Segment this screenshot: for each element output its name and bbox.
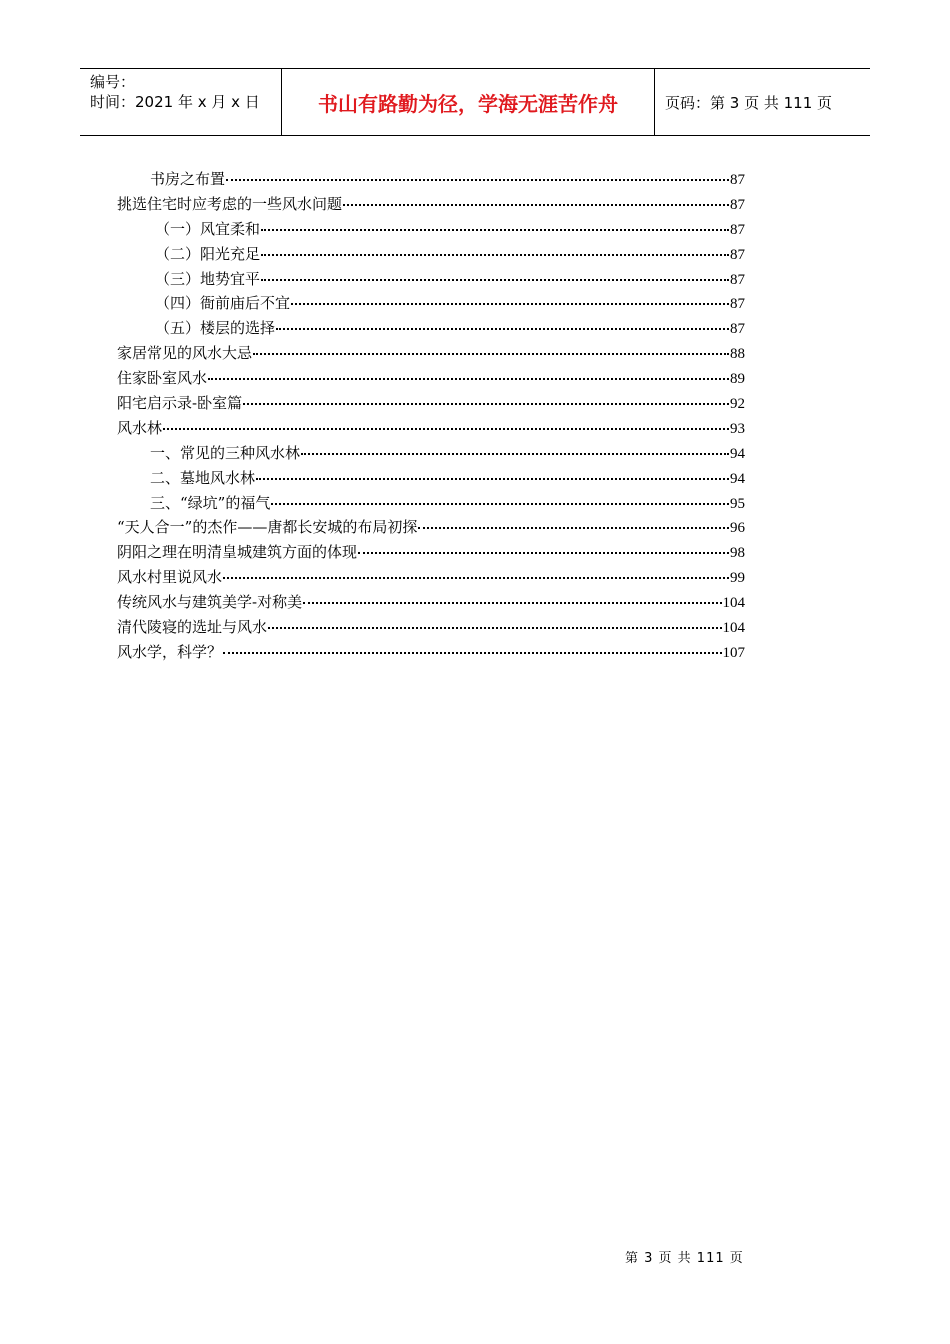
document-header xyxy=(80,68,870,136)
toc-dot-leader xyxy=(343,203,729,206)
toc-entry-title: 挑选住宅时应考虑的一些风水问题 xyxy=(117,194,343,213)
toc-entry-page-number: 87 xyxy=(730,246,745,263)
toc-entry-page-number: 87 xyxy=(730,221,745,238)
toc-dot-leader xyxy=(268,626,721,629)
toc-dot-leader xyxy=(276,327,729,330)
toc-entry-title: 三、“绿坑”的福气 xyxy=(150,493,271,512)
toc-entry-page-number: 99 xyxy=(730,570,745,587)
document-number-label: 编号： xyxy=(90,73,136,91)
toc-entry-title: （四）衙前庙后不宜 xyxy=(155,294,291,313)
toc-entry[interactable] xyxy=(117,317,745,342)
toc-entry[interactable] xyxy=(117,168,745,193)
toc-entry-title: 阴阳之理在明清皇城建筑方面的体现 xyxy=(117,543,358,562)
toc-entry-title: （一）风宜柔和 xyxy=(155,219,261,238)
toc-entry[interactable] xyxy=(117,243,745,268)
toc-dot-leader xyxy=(261,278,729,281)
toc-entry-title: 清代陵寝的选址与风水 xyxy=(117,618,268,637)
toc-entry-title: 二、墓地风水林 xyxy=(150,468,256,487)
toc-dot-leader xyxy=(208,377,729,380)
toc-entry[interactable] xyxy=(117,467,745,492)
toc-entry[interactable] xyxy=(117,193,745,218)
toc-entry[interactable] xyxy=(117,641,745,666)
toc-entry[interactable] xyxy=(117,492,745,517)
toc-entry-title: 风水林 xyxy=(117,418,163,437)
toc-entry-page-number: 98 xyxy=(730,545,745,562)
toc-dot-leader xyxy=(253,352,729,355)
toc-entry[interactable] xyxy=(117,292,745,317)
toc-entry-title: 家居常见的风水大忌 xyxy=(117,344,253,363)
toc-entry-title: （五）楼层的选择 xyxy=(155,319,276,338)
toc-dot-leader xyxy=(163,427,729,430)
document-date-label: 时间：2021 年 x 月 x 日 xyxy=(90,93,260,111)
toc-dot-leader xyxy=(291,302,729,305)
toc-entry-title: “天人合一”的杰作——唐都长安城的布局初探 xyxy=(117,518,418,537)
toc-entry-page-number: 87 xyxy=(730,172,745,188)
toc-dot-leader xyxy=(223,651,721,654)
toc-entry-page-number: 87 xyxy=(730,196,745,213)
toc-entry[interactable] xyxy=(117,367,745,392)
toc-dot-leader xyxy=(226,178,729,181)
toc-entry[interactable] xyxy=(117,516,745,541)
toc-entry[interactable] xyxy=(117,541,745,566)
toc-dot-leader xyxy=(223,576,729,579)
toc-dot-leader xyxy=(301,452,729,455)
toc-entry[interactable] xyxy=(117,566,745,591)
toc-entry-page-number: 87 xyxy=(730,321,745,338)
toc-dot-leader xyxy=(418,526,729,529)
toc-dot-leader xyxy=(243,402,729,405)
toc-dot-leader xyxy=(261,253,729,256)
header-page-info: 页码：第 3 页 共 111 页 xyxy=(665,93,833,112)
toc-entry-page-number: 107 xyxy=(722,644,745,661)
toc-entry-page-number: 94 xyxy=(730,445,745,462)
toc-dot-leader xyxy=(256,477,729,480)
toc-dot-leader xyxy=(261,228,729,231)
toc-entry-title: 住家卧室风水 xyxy=(117,369,208,388)
toc-entry-page-number: 94 xyxy=(730,470,745,487)
toc-entry-page-number: 89 xyxy=(730,371,745,388)
toc-entry-title: 书房之布置 xyxy=(150,170,226,188)
toc-entry-page-number: 87 xyxy=(730,271,745,288)
toc-entry[interactable] xyxy=(117,342,745,367)
toc-entry-title: 风水村里说风水 xyxy=(117,568,223,587)
toc-entry-page-number: 88 xyxy=(730,346,745,363)
toc-dot-leader xyxy=(303,601,721,604)
toc-dot-leader xyxy=(358,551,729,554)
toc-entry-page-number: 104 xyxy=(722,620,745,637)
toc-entry-page-number: 87 xyxy=(730,296,745,313)
toc-entry-title: 传统风水与建筑美学-对称美 xyxy=(117,593,303,612)
toc-entry[interactable] xyxy=(117,442,745,467)
toc-entry-title: 风水学，科学？ xyxy=(117,642,223,661)
toc-entry-page-number: 104 xyxy=(722,595,745,612)
table-of-contents xyxy=(117,168,745,666)
page-footer: 第 3 页 共 111 页 xyxy=(625,1251,744,1266)
toc-entry-page-number: 95 xyxy=(730,495,745,512)
toc-entry-title: （三）地势宜平 xyxy=(155,269,261,288)
toc-entry-page-number: 92 xyxy=(730,396,745,413)
header-motto: 书山有路勤为径，学海无涯苦作舟 xyxy=(282,69,655,135)
toc-entry-page-number: 93 xyxy=(730,420,745,437)
toc-entry-title: （二）阳光充足 xyxy=(155,244,261,263)
toc-entry[interactable] xyxy=(117,591,745,616)
toc-entry[interactable] xyxy=(117,268,745,293)
header-meta xyxy=(80,69,282,135)
toc-entry-title: 阳宅启示录-卧室篇 xyxy=(117,394,243,413)
toc-entry[interactable] xyxy=(117,616,745,641)
toc-dot-leader xyxy=(271,502,729,505)
toc-entry[interactable] xyxy=(117,417,745,442)
toc-entry[interactable] xyxy=(117,392,745,417)
toc-entry-title: 一、常见的三种风水林 xyxy=(150,443,301,462)
toc-entry-page-number: 96 xyxy=(730,520,745,537)
toc-entry[interactable] xyxy=(117,218,745,243)
